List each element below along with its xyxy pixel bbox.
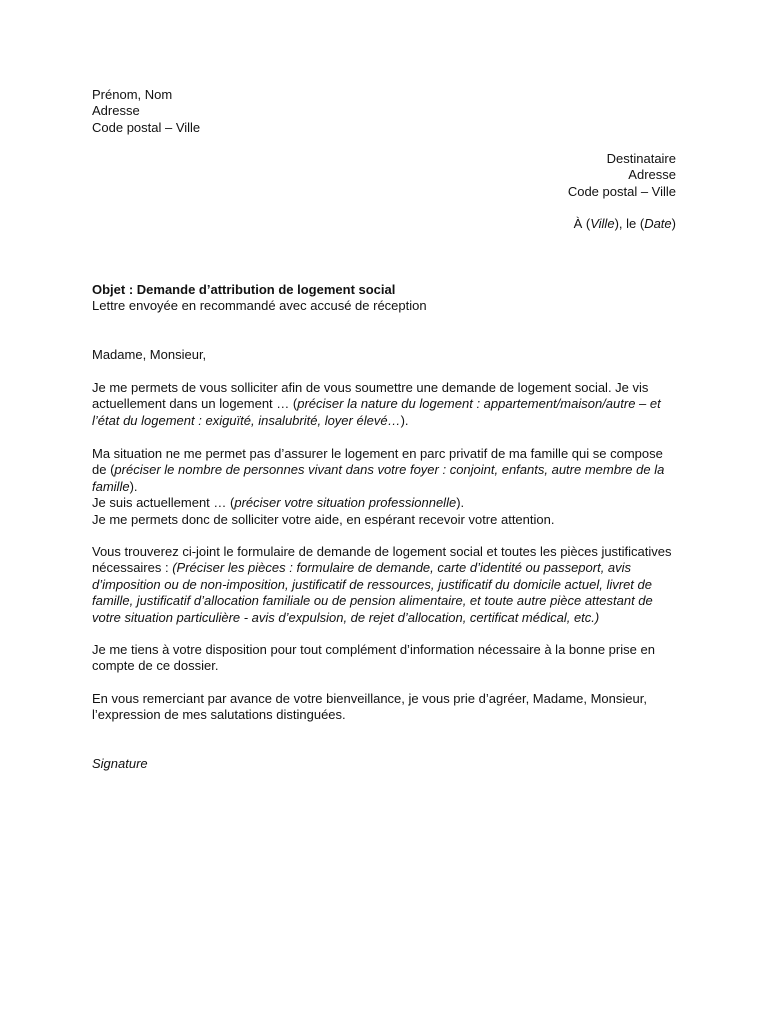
paragraph-2-line-2-italic: préciser le nombre de personnes vivant dans votre foyer : conjoint, enfants, autre membre de la — [114, 462, 665, 478]
paragraph-1-line-2 — [92, 396, 682, 412]
date-line-prefix: À ( — [573, 216, 591, 231]
paragraph-3-line-2-plain: nécessaires : — [92, 560, 173, 576]
paragraph-2-line-4-end: ). — [456, 495, 465, 511]
paragraph-2 — [92, 446, 682, 528]
subject-note: Lettre envoyée en recommandé avec accusé de réception — [92, 298, 427, 314]
paragraph-2-line-4-plain: Je suis actuellement … ( — [92, 495, 235, 511]
paragraph-3-line-3 — [92, 577, 682, 593]
paragraph-5-line-2: l’expression de mes salutations distinguées. — [92, 707, 346, 723]
paragraph-2-line-4-italic: préciser votre situation professionnelle — [234, 495, 457, 511]
paragraph-2-line-4 — [92, 495, 682, 511]
paragraph-1-line-3-italic: l’état du logement : exiguïté, insalubrité, loyer élevé… — [92, 412, 401, 428]
signature-text: Signature — [92, 756, 148, 771]
signature — [92, 756, 682, 772]
paragraph-3-line-1: Vous trouverez ci-joint le formulaire de demande de logement social et toutes les pièces justificatives — [92, 544, 672, 559]
recipient-postal-city: Code postal – Ville — [567, 183, 676, 199]
paragraph-5 — [92, 691, 682, 724]
paragraph-2-line-2-plain: de ( — [92, 462, 115, 478]
paragraph-1-line-3 — [92, 413, 682, 429]
recipient-block — [568, 151, 676, 200]
date-line — [574, 216, 676, 232]
date-line-middle: ), le ( — [614, 216, 645, 231]
paragraph-2-line-3-italic: famille — [92, 478, 130, 494]
date-line-suffix: ) — [671, 216, 676, 231]
paragraph-4-line-1: Je me tiens à votre disposition pour tout complément d’information nécessaire à la bonne prise en — [92, 642, 655, 657]
date-line-city: Ville — [590, 216, 615, 231]
paragraph-3-line-4-italic: famille, justificatif d’allocation familiale ou de pension alimentaire, et toute autre pièce attestant de — [92, 593, 653, 609]
paragraph-1 — [92, 380, 682, 429]
date-line-date: Date — [644, 216, 672, 231]
sender-name: Prénom, Nom — [92, 87, 173, 102]
paragraph-2-line-3-plain: ). — [129, 478, 138, 494]
paragraph-5-line-1: En vous remerciant par avance de votre bienveillance, je vous prie d’agréer, Madame, Monsieur, — [92, 691, 647, 706]
sender-address: Adresse — [92, 103, 140, 119]
recipient-name: Destinataire — [606, 151, 676, 166]
subject-block — [92, 282, 682, 315]
paragraph-4 — [92, 642, 682, 675]
paragraph-2-line-5: Je me permets donc de solliciter votre aide, en espérant recevoir votre attention. — [92, 511, 555, 527]
paragraph-3-line-4 — [92, 593, 682, 609]
salutation-text: Madame, Monsieur, — [92, 347, 207, 362]
paragraph-2-line-2 — [92, 462, 682, 478]
subject-title: Objet : Demande d’attribution de logement social — [92, 282, 396, 297]
paragraph-3 — [92, 544, 682, 626]
recipient-address: Adresse — [628, 167, 676, 183]
paragraph-1-line-3-plain: ). — [400, 412, 409, 428]
paragraph-1-line-2-plain: actuellement dans un logement … ( — [92, 396, 298, 412]
paragraph-3-line-5 — [92, 610, 682, 626]
paragraph-1-line-1: Je me permets de vous solliciter afin de vous soumettre une demande de logement social. Je vis — [92, 380, 649, 395]
paragraph-1-line-2-italic: préciser la nature du logement : appartement/maison/autre – et — [297, 396, 661, 412]
sender-postal-city: Code postal – Ville — [92, 119, 201, 135]
paragraph-3-line-3-italic: d’imposition ou de non-imposition, justificatif de ressources, justificatif du domicile actuel, livret de — [92, 576, 652, 592]
paragraph-3-line-2 — [92, 560, 682, 576]
paragraph-3-line-5-italic: votre situation particulière - avis d’expulsion, de rejet d’allocation, certificat médical, etc.) — [92, 609, 600, 625]
sender-block — [92, 87, 682, 136]
salutation — [92, 347, 682, 363]
paragraph-4-line-2: compte de ce dossier. — [92, 658, 219, 674]
paragraph-2-line-1: Ma situation ne me permet pas d’assurer le logement en parc privatif de ma famille qui se compose — [92, 446, 663, 461]
paragraph-2-line-3 — [92, 479, 682, 495]
paragraph-3-line-2-italic: (Préciser les pièces : formulaire de demande, carte d’identité ou passeport, avis — [172, 560, 632, 576]
